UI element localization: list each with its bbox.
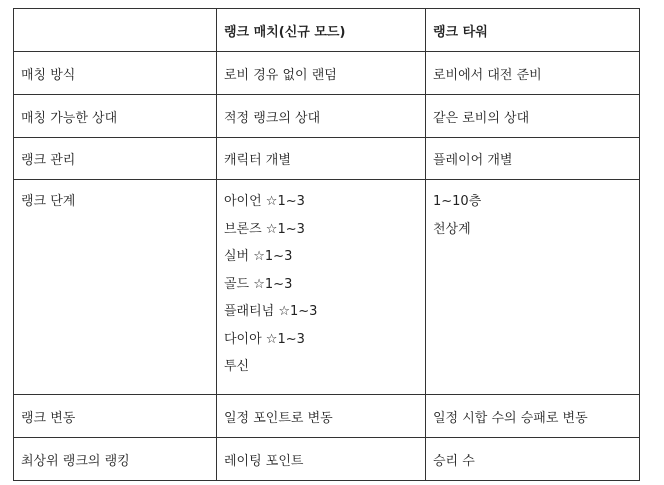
tier-item: 실버 ☆1~3 — [224, 249, 293, 264]
cell-rank-match: 캐릭터 개별 — [217, 138, 426, 180]
tier-item: 브론즈 ☆1~3 — [224, 221, 305, 237]
cell-rank-tower: 로비에서 대전 준비 — [426, 52, 640, 95]
cell-rank-tower: 같은 로비의 상대 — [426, 95, 640, 138]
tier-item: 천상계 — [433, 221, 471, 237]
table-row — [14, 52, 640, 95]
header-cell-empty — [14, 9, 217, 52]
tier-item: 투신 — [224, 359, 250, 374]
cell-rank-match: 적정 랭크의 상대 — [217, 95, 426, 138]
cell-rank-tower-tiers — [426, 180, 640, 395]
tier-item: 1~10층 — [433, 194, 482, 209]
table-row — [14, 138, 640, 180]
row-label — [14, 180, 217, 395]
cell-rank-tower: 승리 수 — [426, 438, 640, 481]
header-row — [14, 9, 640, 52]
row-label-text: 랭크 단계 — [21, 194, 76, 209]
table-row — [14, 438, 640, 481]
tier-item: 아이언 ☆1~3 — [224, 194, 305, 209]
comparison-table — [13, 8, 640, 481]
table-row-tiers — [14, 180, 640, 395]
row-label: 랭크 변동 — [14, 395, 217, 438]
tier-item: 플래티넘 ☆1~3 — [224, 304, 318, 319]
header-cell-rank-match: 랭크 매치(신규 모드) — [217, 9, 426, 52]
cell-rank-match: 일정 포인트로 변동 — [217, 395, 426, 438]
cell-rank-tower: 일정 시합 수의 승패로 변동 — [426, 395, 640, 438]
row-label: 최상위 랭크의 랭킹 — [14, 438, 217, 481]
cell-rank-match: 로비 경유 없이 랜덤 — [217, 52, 426, 95]
cell-rank-tower: 플레이어 개별 — [426, 138, 640, 180]
tier-item: 골드 ☆1~3 — [224, 276, 293, 292]
row-label: 매칭 가능한 상대 — [14, 95, 217, 138]
cell-rank-match-tiers — [217, 180, 426, 395]
table-row — [14, 395, 640, 438]
row-label: 매칭 방식 — [14, 52, 217, 95]
row-label: 랭크 관리 — [14, 138, 217, 180]
table-row — [14, 95, 640, 138]
cell-rank-match: 레이팅 포인트 — [217, 438, 426, 481]
header-cell-rank-tower: 랭크 타워 — [426, 9, 640, 52]
tier-item: 다이아 ☆1~3 — [224, 331, 305, 347]
